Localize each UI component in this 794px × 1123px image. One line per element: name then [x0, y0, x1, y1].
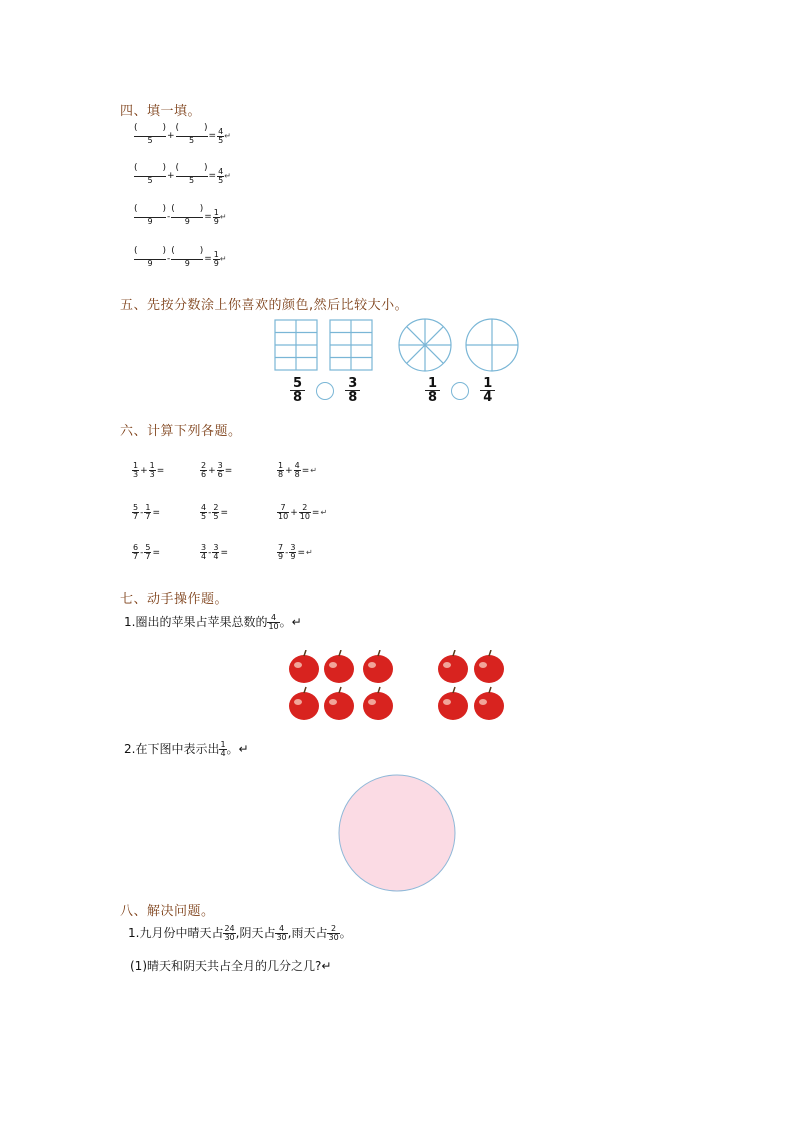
fraction: $\frac{2}{10}$: [299, 503, 310, 521]
fill-blank-row: [134, 208, 227, 226]
operator: -: [167, 254, 171, 264]
fraction-shapes: [270, 315, 530, 377]
section-8-question-1: [128, 924, 352, 942]
apple-icon[interactable]: [289, 650, 319, 683]
blank-input[interactable]: [134, 127, 166, 137]
blank-fraction: [171, 250, 203, 268]
equals: =: [220, 507, 228, 518]
equals: =: [297, 547, 305, 558]
fraction: $\frac{7}{9}$: [278, 543, 284, 561]
blank-fraction: [176, 127, 208, 145]
fraction: $\frac{4}{5}$: [201, 503, 207, 521]
circle-eighths[interactable]: [399, 319, 451, 371]
apple-icon[interactable]: [324, 650, 354, 683]
apple-icon[interactable]: [438, 687, 468, 720]
section-7-heading: 七、动手操作题。: [120, 592, 229, 607]
apple-icon[interactable]: [324, 687, 354, 720]
fraction-right: $\frac{1}{4}$: [480, 377, 495, 404]
blank-input[interactable]: [134, 250, 166, 260]
denominator: 9: [184, 217, 190, 226]
operator: -: [208, 547, 212, 558]
apple-icon[interactable]: [474, 687, 504, 720]
fraction: $\frac{3}{4}$: [201, 543, 207, 561]
equals: =: [208, 131, 217, 141]
fraction: $\frac{4}{10}$: [268, 613, 279, 631]
operator: -: [285, 547, 289, 558]
blank-fraction: [134, 208, 166, 226]
return-mark: ↵: [310, 466, 317, 475]
section-7-question-1: [124, 613, 302, 631]
equals: =: [156, 465, 165, 476]
equals: =: [204, 254, 212, 264]
return-mark: ↵: [219, 254, 227, 264]
return-mark: ↵: [219, 212, 227, 222]
fraction: $\frac{1}{7}$: [145, 503, 151, 521]
return-mark: ↵: [224, 171, 231, 181]
text: 1.九月份中晴天占: [128, 926, 224, 940]
section-8-question-1a: (1)晴天和阴天共占全月的几分之几?↵: [130, 959, 332, 973]
equals: =: [301, 465, 310, 476]
calc-problem: [132, 544, 161, 561]
fraction: $\frac{1}{4}$: [220, 740, 226, 758]
apple-icon[interactable]: [438, 650, 468, 683]
blank-fraction: [134, 127, 166, 145]
rectangle-eighths-2[interactable]: [330, 320, 372, 370]
equals: =: [208, 171, 217, 181]
fraction: $\frac{4}{8}$: [294, 461, 300, 479]
fraction-left: $\frac{5}{8}$: [290, 377, 305, 404]
equals: =: [311, 507, 320, 518]
fraction: $\frac{2}{6}$: [201, 461, 207, 479]
calc-problem: [200, 504, 229, 521]
blank-input[interactable]: [176, 127, 208, 137]
result-fraction: $\frac{4}{5}$: [218, 126, 224, 145]
fraction: $\frac{5}{7}$: [145, 543, 151, 561]
text: ,阴天占: [235, 926, 276, 940]
calc-problem: [132, 504, 161, 521]
blank-input[interactable]: [171, 250, 203, 260]
rectangle-eighths-1[interactable]: [275, 320, 317, 370]
operator: +: [290, 507, 298, 518]
fraction: $\frac{3}{9}$: [290, 543, 296, 561]
calc-problem: [200, 462, 233, 479]
equals: =: [220, 547, 228, 558]
blank-input[interactable]: [134, 167, 166, 177]
apple-icon[interactable]: [363, 687, 393, 720]
equals: =: [152, 507, 160, 518]
text: 。: [339, 926, 352, 940]
operator: +: [167, 171, 175, 181]
operator: +: [167, 131, 175, 141]
denominator: 9: [147, 217, 153, 226]
compare-2: [425, 377, 495, 404]
fraction: $\frac{2}{5}$: [213, 503, 219, 521]
equals: =: [152, 547, 160, 558]
fill-blank-row: [134, 127, 231, 145]
apple-icon[interactable]: [474, 650, 504, 683]
fraction-sunny: $\frac{24}{30}$: [224, 924, 235, 942]
apple-icon[interactable]: [363, 650, 393, 683]
return-mark: ↵: [224, 131, 231, 141]
denominator: 5: [189, 136, 195, 145]
fraction: $\frac{5}{7}$: [133, 503, 139, 521]
circle-quarters[interactable]: [466, 319, 518, 371]
result-fraction: $\frac{4}{5}$: [218, 166, 224, 185]
fraction: $\frac{6}{7}$: [133, 543, 139, 561]
section-6-heading: 六、计算下列各题。: [120, 424, 242, 439]
compare-circle[interactable]: [316, 382, 334, 400]
blank-input[interactable]: [171, 208, 203, 218]
fraction: $\frac{3}{6}$: [217, 461, 223, 479]
denominator: 5: [147, 176, 153, 185]
fraction: $\frac{1}{8}$: [278, 461, 284, 479]
denominator: 5: [147, 136, 153, 145]
section-4-heading: 四、填一填。: [120, 104, 202, 119]
blank-fraction: [171, 208, 203, 226]
apples-group: [285, 650, 510, 725]
operator: +: [208, 465, 216, 476]
question-text: 2.在下图中表示出: [124, 742, 220, 756]
operator: +: [285, 465, 293, 476]
fill-blank-row: [134, 167, 231, 185]
blank-fraction: [176, 167, 208, 185]
fill-blank-row: [134, 250, 227, 268]
blank-fraction: [134, 250, 166, 268]
apple-icon[interactable]: [289, 687, 319, 720]
fraction: $\frac{1}{3}$: [133, 461, 139, 479]
fraction-left: $\frac{1}{8}$: [425, 377, 440, 404]
calc-problem: [277, 504, 327, 521]
denominator: 5: [189, 176, 195, 185]
result-fraction: $\frac{1}{9}$: [213, 207, 219, 226]
text: ,雨天占: [287, 926, 328, 940]
return-mark: ↵: [305, 548, 313, 557]
calc-problem: [200, 544, 229, 561]
question-tail: 。↵: [279, 615, 302, 629]
fraction-rainy: $\frac{2}{30}$: [328, 924, 339, 942]
section-7-question-2: [124, 740, 249, 758]
section-8-heading: 八、解决问题。: [120, 904, 215, 919]
blank-input[interactable]: [176, 167, 208, 177]
equals: =: [204, 212, 212, 222]
result-fraction: $\frac{1}{9}$: [213, 249, 219, 268]
pink-circle[interactable]: [336, 774, 458, 896]
fraction: $\frac{7}{10}$: [278, 503, 289, 521]
denominator: 9: [184, 259, 190, 268]
question-tail: 。↵: [226, 742, 249, 756]
operator: -: [208, 507, 212, 518]
equals: =: [224, 465, 233, 476]
compare-1: [290, 377, 360, 404]
fraction-right: $\frac{3}{8}$: [345, 377, 360, 404]
fraction-cloudy: $\frac{4}{30}$: [276, 924, 287, 942]
calc-problem: [277, 462, 317, 479]
compare-circle[interactable]: [451, 382, 469, 400]
calc-problem: [132, 462, 165, 479]
question-text: 1.圈出的苹果占苹果总数的: [124, 615, 268, 629]
operator: -: [140, 507, 144, 518]
blank-input[interactable]: [134, 208, 166, 218]
denominator: 9: [147, 259, 153, 268]
return-mark: ↵: [320, 508, 328, 517]
operator: +: [140, 465, 148, 476]
calc-problem: [277, 544, 313, 561]
operator: -: [167, 212, 171, 222]
section-5-heading: 五、先按分数涂上你喜欢的颜色,然后比较大小。: [120, 298, 409, 313]
fraction: $\frac{3}{4}$: [213, 543, 219, 561]
blank-fraction: [134, 167, 166, 185]
fraction: $\frac{1}{3}$: [149, 461, 155, 479]
operator: -: [140, 547, 144, 558]
